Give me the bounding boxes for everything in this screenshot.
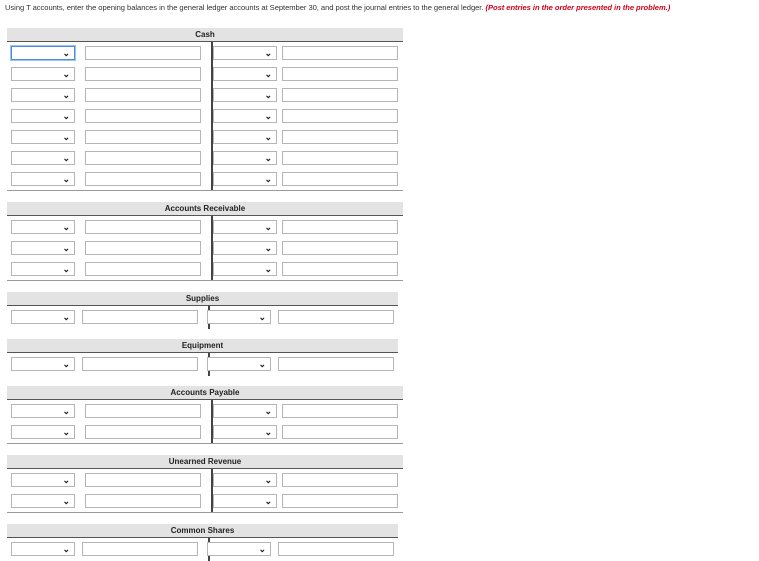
- debit-amount-input[interactable]: [85, 220, 201, 234]
- ledger-row: [7, 421, 403, 444]
- chevron-down-icon: ⌄: [62, 427, 70, 437]
- debit-account-select[interactable]: [11, 310, 75, 324]
- debit-account-select[interactable]: [11, 241, 75, 255]
- t-account-title: Common Shares: [7, 524, 398, 538]
- debit-account-select[interactable]: [11, 357, 75, 371]
- credit-amount-input[interactable]: [278, 310, 394, 324]
- ledger-row: [7, 400, 403, 422]
- chevron-down-icon: ⌄: [62, 496, 70, 506]
- chevron-down-icon: ⌄: [62, 406, 70, 416]
- debit-account-select[interactable]: [11, 172, 75, 186]
- chevron-down-icon: ⌄: [62, 222, 70, 232]
- debit-amount-input[interactable]: [85, 494, 201, 508]
- chevron-down-icon: ⌄: [62, 153, 70, 163]
- credit-account-select[interactable]: [207, 357, 271, 371]
- credit-account-select[interactable]: [213, 172, 277, 186]
- credit-amount-input[interactable]: [282, 220, 398, 234]
- credit-amount-input[interactable]: [282, 88, 398, 102]
- ledger-row: [7, 490, 403, 513]
- chevron-down-icon: ⌄: [62, 544, 70, 554]
- chevron-down-icon: ⌄: [264, 48, 272, 58]
- chevron-down-icon: ⌄: [264, 174, 272, 184]
- chevron-down-icon: ⌄: [258, 544, 266, 554]
- debit-amount-input[interactable]: [82, 310, 198, 324]
- debit-amount-input[interactable]: [85, 241, 201, 255]
- chevron-down-icon: ⌄: [258, 359, 266, 369]
- credit-amount-input[interactable]: [282, 46, 398, 60]
- credit-amount-input[interactable]: [282, 67, 398, 81]
- credit-amount-input[interactable]: [282, 404, 398, 418]
- credit-account-select[interactable]: [213, 46, 277, 60]
- ledger-row: [7, 105, 403, 127]
- debit-amount-input[interactable]: [85, 262, 201, 276]
- chevron-down-icon: ⌄: [62, 359, 70, 369]
- instruction-text: Using T accounts, enter the opening balances in the general ledger accounts at September 30, and post the journal entries to the general ledger.: [5, 3, 484, 12]
- debit-amount-input[interactable]: [85, 46, 201, 60]
- credit-account-select[interactable]: [213, 88, 277, 102]
- credit-amount-input[interactable]: [282, 262, 398, 276]
- debit-account-select[interactable]: [11, 151, 75, 165]
- credit-account-select[interactable]: [213, 130, 277, 144]
- ledger-row: [7, 126, 403, 148]
- chevron-down-icon: ⌄: [62, 243, 70, 253]
- t-account-title: Equipment: [7, 339, 398, 353]
- chevron-down-icon: ⌄: [264, 132, 272, 142]
- t-account-title: Cash: [7, 28, 403, 42]
- t-account-title: Supplies: [7, 292, 398, 306]
- ledger-row: [7, 538, 398, 560]
- debit-amount-input[interactable]: [85, 172, 201, 186]
- credit-account-select[interactable]: [213, 425, 277, 439]
- chevron-down-icon: ⌄: [62, 90, 70, 100]
- credit-account-select[interactable]: [213, 473, 277, 487]
- credit-amount-input[interactable]: [278, 357, 394, 371]
- chevron-down-icon: ⌄: [62, 312, 70, 322]
- ledger-row: [7, 42, 403, 64]
- credit-amount-input[interactable]: [282, 425, 398, 439]
- instruction-note: (Post entries in the order presented in the problem.): [485, 3, 671, 12]
- chevron-down-icon: ⌄: [264, 475, 272, 485]
- chevron-down-icon: ⌄: [62, 48, 70, 58]
- debit-account-select[interactable]: [11, 494, 75, 508]
- t-account-title: Accounts Receivable: [7, 202, 403, 216]
- chevron-down-icon: ⌄: [264, 264, 272, 274]
- ledger-row: [7, 63, 403, 85]
- credit-account-select[interactable]: [213, 67, 277, 81]
- credit-account-select[interactable]: [207, 310, 271, 324]
- credit-amount-input[interactable]: [282, 151, 398, 165]
- chevron-down-icon: ⌄: [264, 427, 272, 437]
- debit-amount-input[interactable]: [85, 130, 201, 144]
- t-account-title: Unearned Revenue: [7, 455, 403, 469]
- credit-amount-input[interactable]: [282, 130, 398, 144]
- chevron-down-icon: ⌄: [62, 174, 70, 184]
- debit-account-select[interactable]: [11, 130, 75, 144]
- credit-amount-input[interactable]: [282, 473, 398, 487]
- debit-account-select[interactable]: [11, 404, 75, 418]
- credit-account-select[interactable]: [207, 542, 271, 556]
- chevron-down-icon: ⌄: [62, 475, 70, 485]
- chevron-down-icon: ⌄: [264, 90, 272, 100]
- chevron-down-icon: ⌄: [62, 111, 70, 121]
- instructions: [5, 3, 757, 12]
- ledger-row: [7, 147, 403, 169]
- ledger-row: [7, 84, 403, 106]
- chevron-down-icon: ⌄: [62, 132, 70, 142]
- debit-account-select[interactable]: [11, 88, 75, 102]
- debit-account-select[interactable]: [11, 262, 75, 276]
- debit-amount-input[interactable]: [85, 404, 201, 418]
- debit-account-select[interactable]: [11, 220, 75, 234]
- debit-account-select[interactable]: [11, 109, 75, 123]
- credit-account-select[interactable]: [213, 220, 277, 234]
- credit-account-select[interactable]: [213, 241, 277, 255]
- credit-account-select[interactable]: [213, 262, 277, 276]
- chevron-down-icon: ⌄: [264, 496, 272, 506]
- chevron-down-icon: ⌄: [62, 69, 70, 79]
- ledger-row: [7, 216, 403, 238]
- debit-account-select[interactable]: [11, 425, 75, 439]
- t-account-title: Accounts Payable: [7, 386, 403, 400]
- credit-amount-input[interactable]: [282, 241, 398, 255]
- ledger-row: [7, 258, 403, 281]
- debit-account-select[interactable]: [11, 67, 75, 81]
- debit-amount-input[interactable]: [85, 473, 201, 487]
- credit-amount-input[interactable]: [282, 172, 398, 186]
- debit-account-select[interactable]: [11, 473, 75, 487]
- credit-amount-input[interactable]: [282, 494, 398, 508]
- chevron-down-icon: ⌄: [258, 312, 266, 322]
- debit-amount-input[interactable]: [82, 542, 198, 556]
- debit-amount-input[interactable]: [85, 109, 201, 123]
- ledger-row: [7, 353, 398, 375]
- debit-account-select[interactable]: [11, 46, 75, 60]
- credit-account-select[interactable]: [213, 404, 277, 418]
- credit-amount-input[interactable]: [278, 542, 394, 556]
- credit-account-select[interactable]: [213, 494, 277, 508]
- credit-amount-input[interactable]: [282, 109, 398, 123]
- debit-account-select[interactable]: [11, 542, 75, 556]
- ledger-row: [7, 306, 398, 328]
- debit-amount-input[interactable]: [85, 425, 201, 439]
- chevron-down-icon: ⌄: [264, 111, 272, 121]
- debit-amount-input[interactable]: [85, 67, 201, 81]
- ledger-row: [7, 469, 403, 491]
- chevron-down-icon: ⌄: [264, 153, 272, 163]
- credit-account-select[interactable]: [213, 109, 277, 123]
- chevron-down-icon: ⌄: [62, 264, 70, 274]
- debit-amount-input[interactable]: [85, 88, 201, 102]
- debit-amount-input[interactable]: [82, 357, 198, 371]
- credit-account-select[interactable]: [213, 151, 277, 165]
- chevron-down-icon: ⌄: [264, 222, 272, 232]
- ledger-row: [7, 237, 403, 259]
- ledger-row: [7, 168, 403, 191]
- chevron-down-icon: ⌄: [264, 243, 272, 253]
- debit-amount-input[interactable]: [85, 151, 201, 165]
- chevron-down-icon: ⌄: [264, 406, 272, 416]
- chevron-down-icon: ⌄: [264, 69, 272, 79]
